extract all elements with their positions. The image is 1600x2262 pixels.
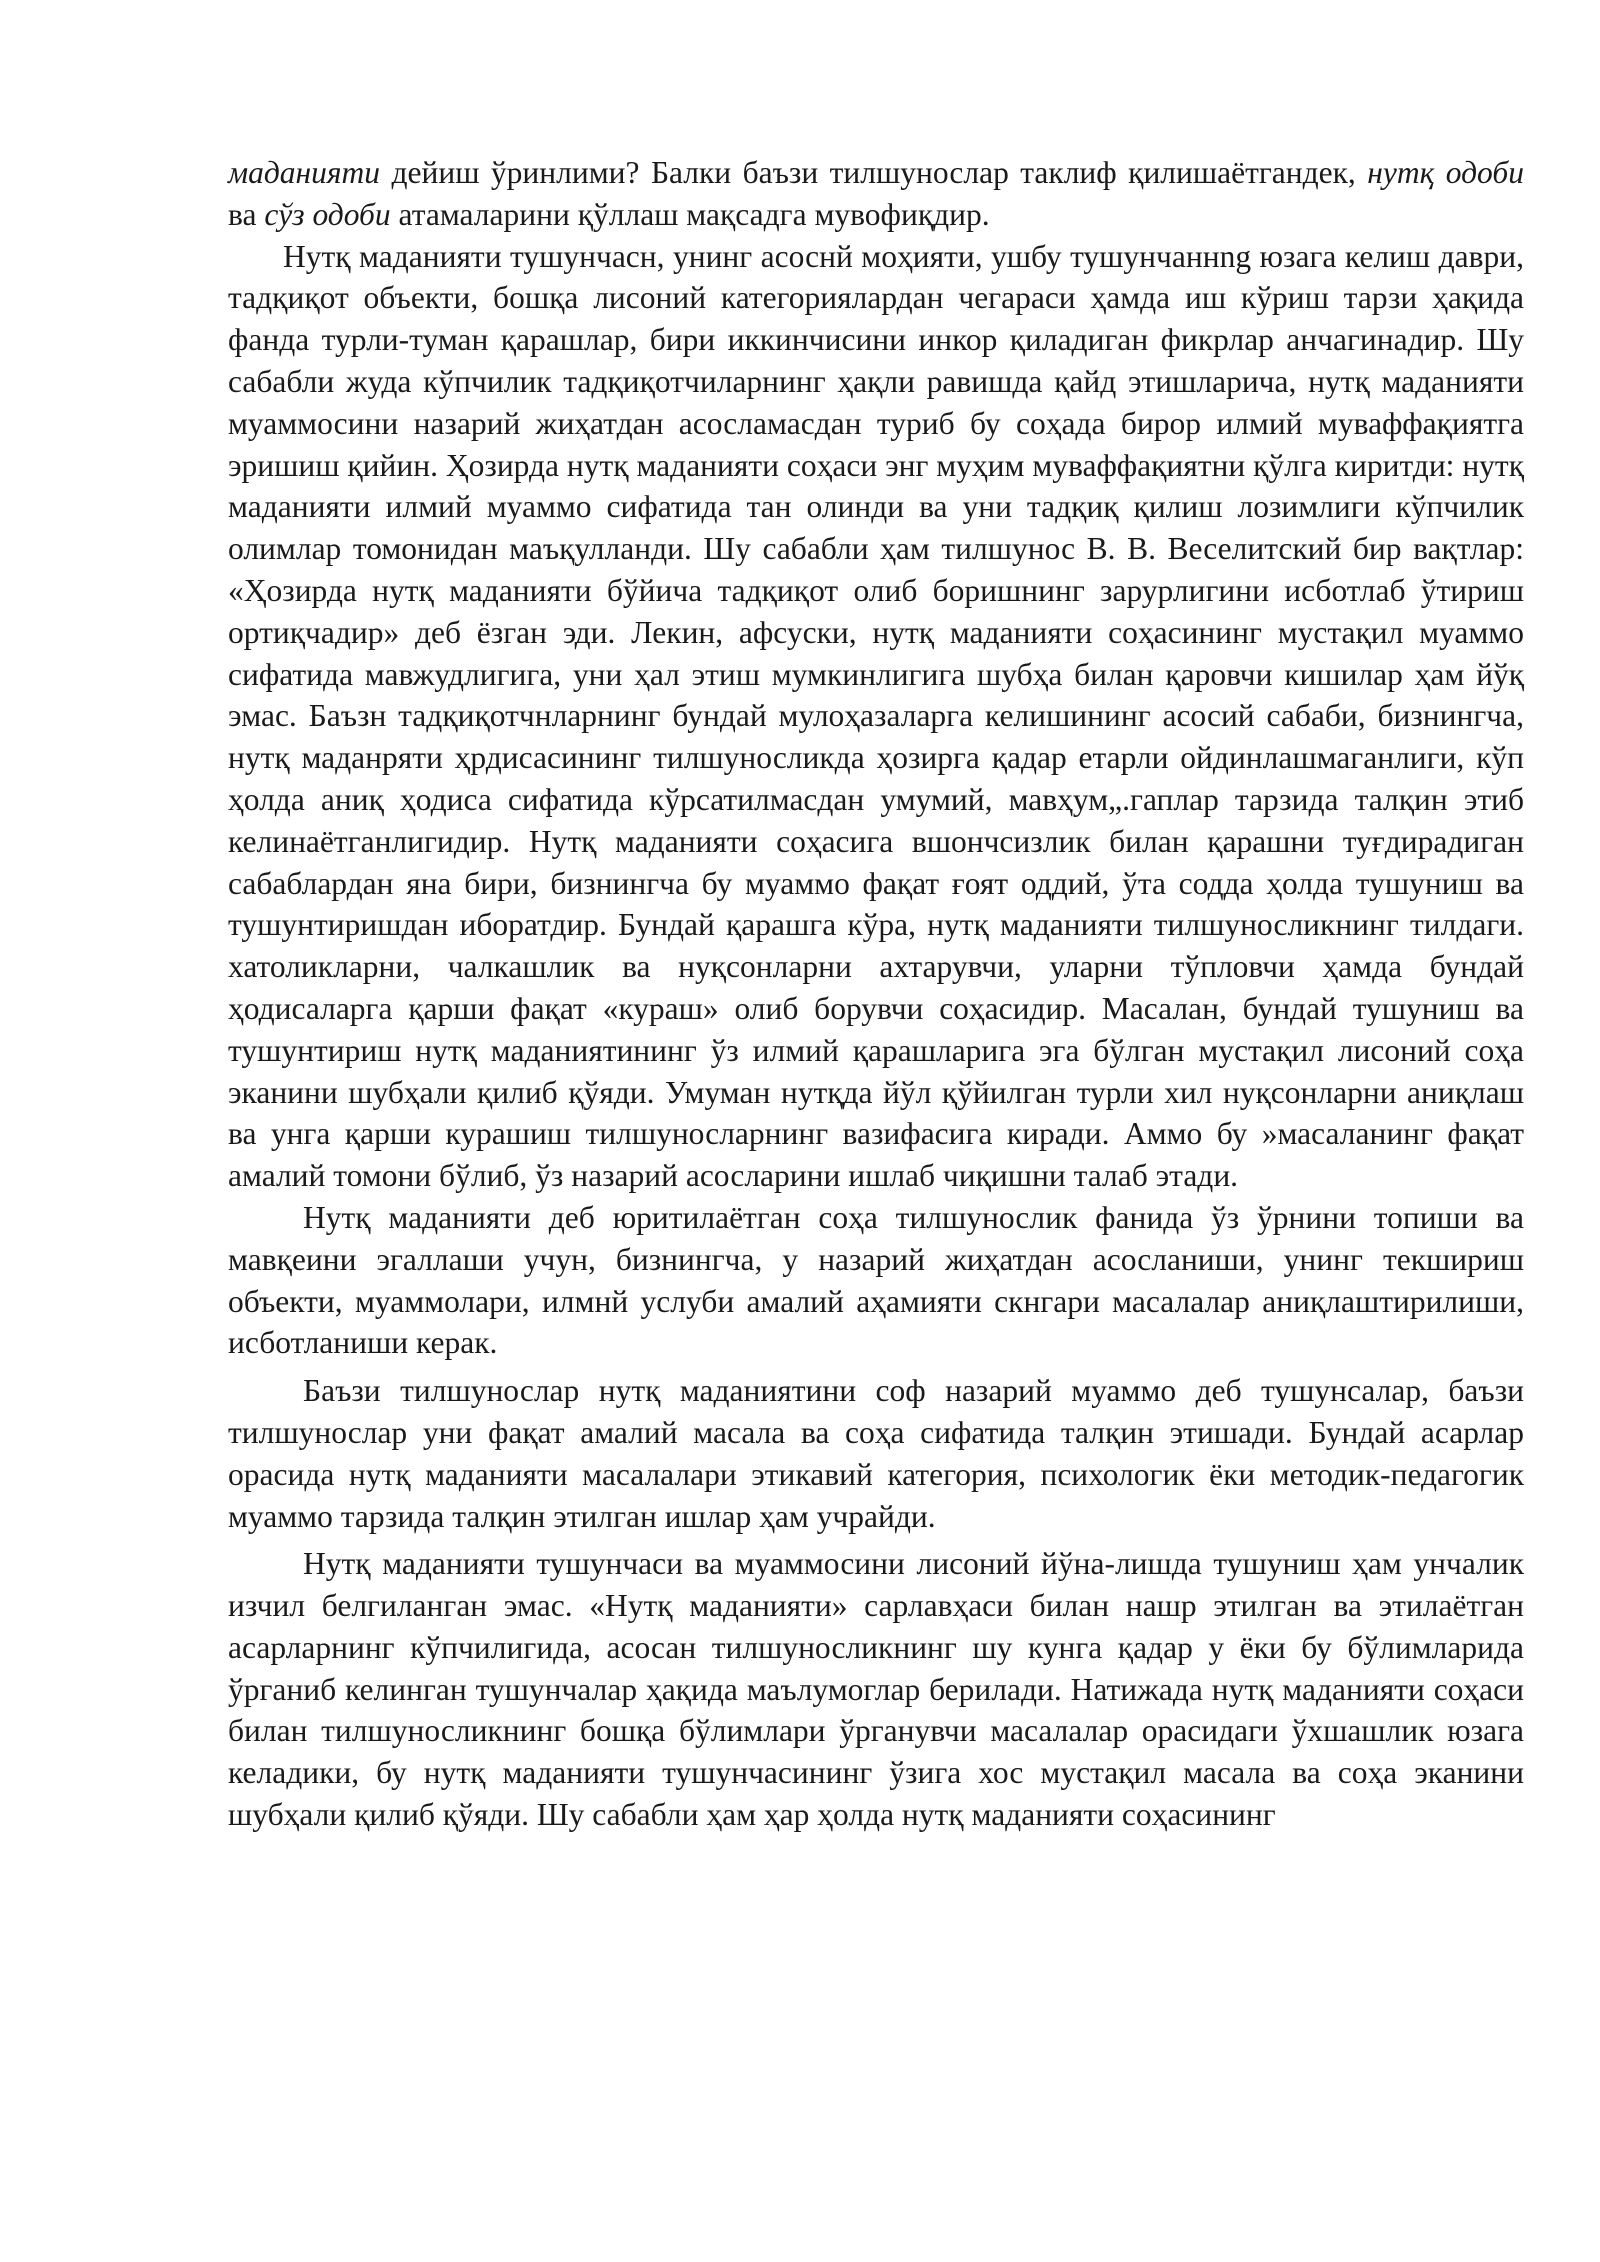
italic-term: маданияти	[228, 155, 381, 190]
paragraph-continued	[228, 152, 1524, 236]
italic-term: сўз одоби	[264, 196, 391, 232]
document-page	[228, 152, 1524, 1836]
italic-term: нутқ одоби	[1367, 155, 1524, 190]
text-run: атамаларини қўллаш мақсадга мувофиқдир.	[390, 196, 990, 232]
paragraph-2: Нутқ маданияти деб юритилаётган соҳа тилшунослик фанида ўз ўрнини топиши ва мавқеини эгаллаши учун, бизнингча, у назарий жиҳатдан асосланиши, унинг текшириш объекти, муаммолари, илмнй услуби амалий аҳамияти скнгари масалалар аниқлаштирилиши, исботланиши керак.	[228, 1199, 1524, 1361]
text-run: ва	[228, 196, 265, 232]
paragraph-1: Нутқ маданияти тушунчасн, унинг асоснй моҳияти, ушбу тушунчаннng юзага келиш даври, тадқиқот объекти, бошқа лисоний категориялардан чегараси ҳамда иш кўриш тарзи ҳақида фанда турли-туман қарашлар, бири иккинчисини инкор қиладиган фикрлар анчагинадир. Шу сабабли жуда кўпчилик тадқиқотчиларнинг ҳақли равишда қайд этишларича, нутқ маданияти муаммосини назарий жиҳатдан асосламасдан туриб бу соҳада бирор илмий муваффақиятга эришиш қийин. Ҳозирда нутқ маданияти соҳаси энг муҳим муваффақиятни қўлга киритди: нутқ маданияти илмий муаммо сифатида тан олинди ва уни тадқиқ қилиш лозимлиги кўпчилик олимлар томонидан маъқулланди. Шу сабабли ҳам тилшунос В. В. Веселитский бир вақтлар: «Ҳозирда нутқ маданияти бўйича тадқиқот олиб боришнинг зарурлигини исботлаб ўтириш ортиқчадир» деб ёзган эди. Лекин, афсуски, нутқ маданияти соҳасининг мустақил муаммо сифатида мавжудлигига, уни ҳал этиш мумкинлигига шубҳа билан қаровчи кишилар ҳам йўқ эмас. Баъзн тадқиқотчнларнинг бундай мулоҳазаларга келишининг асосий сабаби, бизнингча, нутқ маданряти ҳрдисасининг тилшуносликда ҳозирга қадар етарли ойдинлашмаганлиги, кўп ҳолда аниқ ҳодиса сифатида кўрсатилмасдан умумий, мавҳум„.гаплар тарзида талқин этиб келинаётганлигидир. Нутқ маданияти соҳасига вшончсизлик билан қарашни туғдирадиган сабаблардан яна бири, бизнингча бу муаммо фақат ғоят оддий, ўта содда ҳолда тушуниш ва тушунтиришдан иборатдир. Бундай қарашга кўра, нутқ маданияти тилшуносликнинг тилдаги. хатоликларни, чалкашлик ва нуқсонларни ахтарувчи, уларни тўпловчи ҳамда бундай ҳодисаларга қарши фақат «кураш» олиб борувчи соҳасидир. Масалан, бундай тушуниш ва тушунтириш нутқ маданиятининг ўз илмий қарашларига эга бўлган мустақил лисоний соҳа эканини шубҳали қилиб қўяди. Умуман нутқда йўл қўйилган турли хил нуқсонларни аниқлаш ва унга қарши курашиш тилшуносларнинг вазифасига киради. Аммо бу »масаланинг фақат амалий томони бўлиб, ўз назарий асосларини ишлаб чиқишни талаб этади.	[228, 238, 1524, 1194]
paragraph-3: Баъзи тилшунослар нутқ маданиятини соф назарий муаммо деб тушунсалар, баъзи тилшунослар уни фақат амалий масала ва соҳа сифатида талқин этишади. Бундай асарлар орасида нутқ маданияти масалалари этикавий категория, психологик ёки методик-педагогик муаммо тарзида талқин этилган ишлар ҳам учрайди.	[228, 1373, 1524, 1534]
text-run: дейиш ўринлими? Балки баъзи тилшунослар таклиф қилишаётгандек,	[380, 155, 1368, 190]
paragraph-4: Нутқ маданияти тушунчаси ва муаммосини лисоний йўна-лишда тушуниш ҳам унчалик изчил белгиланган эмас. «Нутқ маданияти» сарлавҳаси билан нашр этилган ва этилаётган асарларнинг кўпчилигида, асосан тилшуносликнинг шу кунга қадар у ёки бу бўлимларида ўрганиб келинган тушунчалар ҳақида маълумоглар берилади. Натижада нутқ маданияти соҳаси билан тилшуносликнинг бошқа бўлимлари ўрганувчи масалалар орасидаги ўхшашлик юзага келадики, бу нутқ маданияти тушунчасининг ўзига хос мустақил масала ва соҳа эканини шубҳали қилиб қўяди. Шу сабабли ҳам ҳар ҳолда нутқ маданияти соҳасининг	[228, 1546, 1524, 1833]
